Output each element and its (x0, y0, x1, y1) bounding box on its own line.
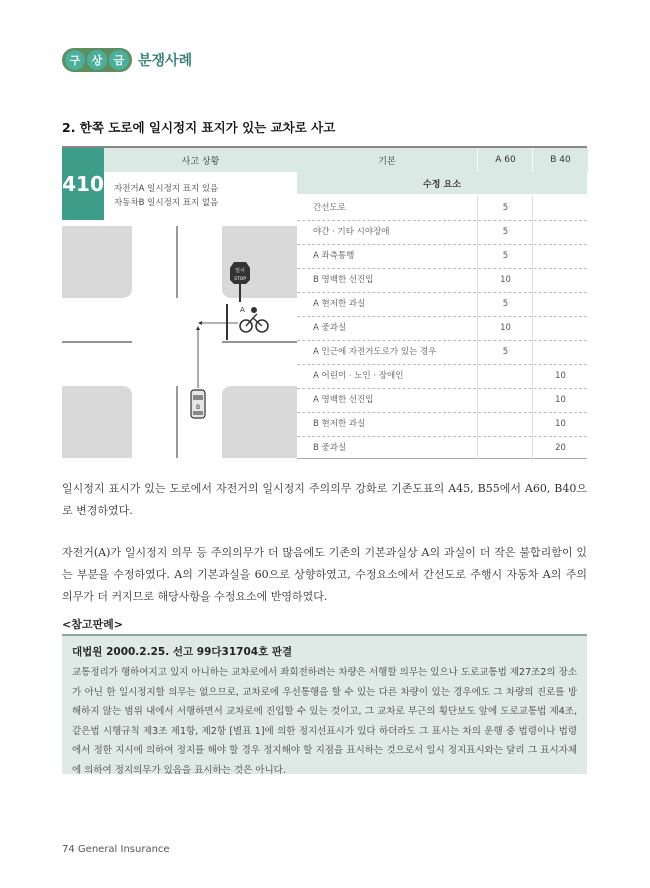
situation-description (114, 182, 218, 210)
row-label: A 어린이 · 노인 · 장애인 (313, 371, 404, 381)
row-value-a: 5 (477, 196, 533, 220)
paragraph-2: 자전거(A)가 일시정지 의무 등 주의의무가 더 많음에도 기존의 기본과실상 A의 과실이 더 작은 불합리함이 있는 부분을 수정하였다. A의 기본과실을 60으로 상향하였고, 수정요소에서 간선도로 주행시 자동차 A의 주의의무가 더 커지므로 해당사항을 수정요소에 반영하였다. (62, 546, 587, 603)
corner-block-top-right (222, 226, 297, 298)
page-footer (62, 844, 170, 855)
corner-block-bottom-left (62, 386, 132, 458)
case-number: 410 (62, 148, 104, 220)
row-value-b (532, 316, 588, 340)
table-row (297, 196, 587, 221)
row-value-b (532, 292, 588, 316)
situation-line: 자동차B 일시정지 표지 없음 (114, 198, 219, 208)
b-header: B 40 (532, 148, 588, 172)
row-label: A 현저한 과실 (313, 299, 366, 309)
row-value-a (477, 388, 533, 412)
page-number: 74 (62, 844, 75, 855)
row-label: 간선도로 (313, 203, 346, 213)
table-row (297, 412, 587, 437)
stop-sign-text-bottom: STOP (234, 277, 246, 282)
car-icon (191, 390, 205, 418)
paragraph-1: 일시정지 표시가 있는 도로에서 자전거의 일시정지 주의의무 강화로 기존도표의 A45, B55에서 A60, B40으로 변경하였다. (62, 482, 587, 517)
section-title: 2. 한쪽 도로에 일시정지 표지가 있는 교차로 사고 (62, 120, 336, 135)
row-label: B 현저한 과실 (313, 419, 366, 429)
fault-table (62, 146, 587, 458)
row-value-a: 10 (477, 268, 533, 292)
row-label: 야간 · 기타 시야장애 (313, 227, 390, 237)
header-circle: 금 (109, 50, 129, 70)
header-badge (62, 48, 132, 72)
table-row (297, 220, 587, 245)
intersection-diagram (62, 226, 297, 458)
row-value-b (532, 220, 588, 244)
row-value-b: 10 (532, 388, 588, 412)
reference-case: 대법원 2000.2.25. 선고 99다31704호 판결 (72, 646, 293, 658)
header-title: 분쟁사례 (138, 53, 193, 69)
table-row (297, 316, 587, 341)
row-value-b: 10 (532, 412, 588, 436)
row-label: A 중과실 (313, 323, 347, 333)
row-value-a (477, 412, 533, 436)
row-value-b: 20 (532, 436, 588, 460)
header-circle: 구 (65, 50, 85, 70)
row-value-a: 10 (477, 316, 533, 340)
table-row (297, 292, 587, 317)
table-row (297, 436, 587, 459)
header-circle: 상 (87, 50, 107, 70)
row-label: B 명백한 선진입 (313, 275, 374, 285)
row-value-b (532, 268, 588, 292)
reference-title: <참고판례> (62, 618, 123, 631)
modifiers-header: 수정 요소 (297, 172, 587, 194)
reference-box (62, 634, 587, 774)
label-b: B (195, 404, 201, 411)
row-value-b (532, 196, 588, 220)
table-row (297, 244, 587, 269)
row-label: A 좌측통행 (313, 251, 355, 261)
row-value-a: 5 (477, 244, 533, 268)
section-header (62, 48, 192, 72)
row-label: B 중과실 (313, 443, 347, 453)
publication-name: General Insurance (77, 844, 170, 855)
basis-header: 기본 (297, 148, 477, 172)
row-value-a: 5 (477, 292, 533, 316)
row-value-b: 10 (532, 364, 588, 388)
label-a: A (240, 306, 245, 314)
row-value-a: 5 (477, 340, 533, 364)
stop-sign-text-top: 일시 (235, 268, 245, 274)
table-row (297, 268, 587, 293)
row-label: A 명백한 선진입 (313, 395, 374, 405)
row-value-a: 5 (477, 220, 533, 244)
row-label: A 인근에 자전거도로가 있는 경우 (313, 347, 437, 357)
corner-block-top-left (62, 226, 132, 298)
situation-header: 사고 상황 (104, 148, 297, 172)
reference-body: 교통정리가 행하여지고 있지 아니하는 교차로에서 좌회전하려는 차량은 서행할 의무는 있으나 도로교통법 제27조2의 장소가 아닌 한 일시정지할 의무는 없으므로, 교차로에 우선통행을 할 수 있는 다른 차량이 있는 경우에도 그 차량의 진로를 방해하지 않는 범위 내에서 서행하면서 교차로에 진입할 수 있는 것이고, 그 교차로 부근의 횡단보도 앞에 도로교통법 제4조, 같은법 시행규칙 제3조 제1항, 제2항 [별표 1]에 의한 정지선표시가 있다 하더라도 그 표시는 차의 운행 중 법령이나 법령에서 정한 지시에 의하여 정지를 해야 할 경우 정지해야 할 지점을 표시하는 것으로서 일시 정지표시와는 달리 그 표시자체에 의하여 정지의무가 있음을 표시하는 것은 아니다. (72, 667, 577, 776)
table-row (297, 364, 587, 389)
row-value-a (477, 364, 533, 388)
corner-block-bottom-right (222, 386, 297, 458)
table-row (297, 340, 587, 365)
row-value-b (532, 244, 588, 268)
row-value-a (477, 436, 533, 460)
row-value-b (532, 340, 588, 364)
situation-line: 자전거A 일시정지 표지 있음 (114, 184, 219, 194)
table-row (297, 388, 587, 413)
a-header: A 60 (477, 148, 533, 172)
